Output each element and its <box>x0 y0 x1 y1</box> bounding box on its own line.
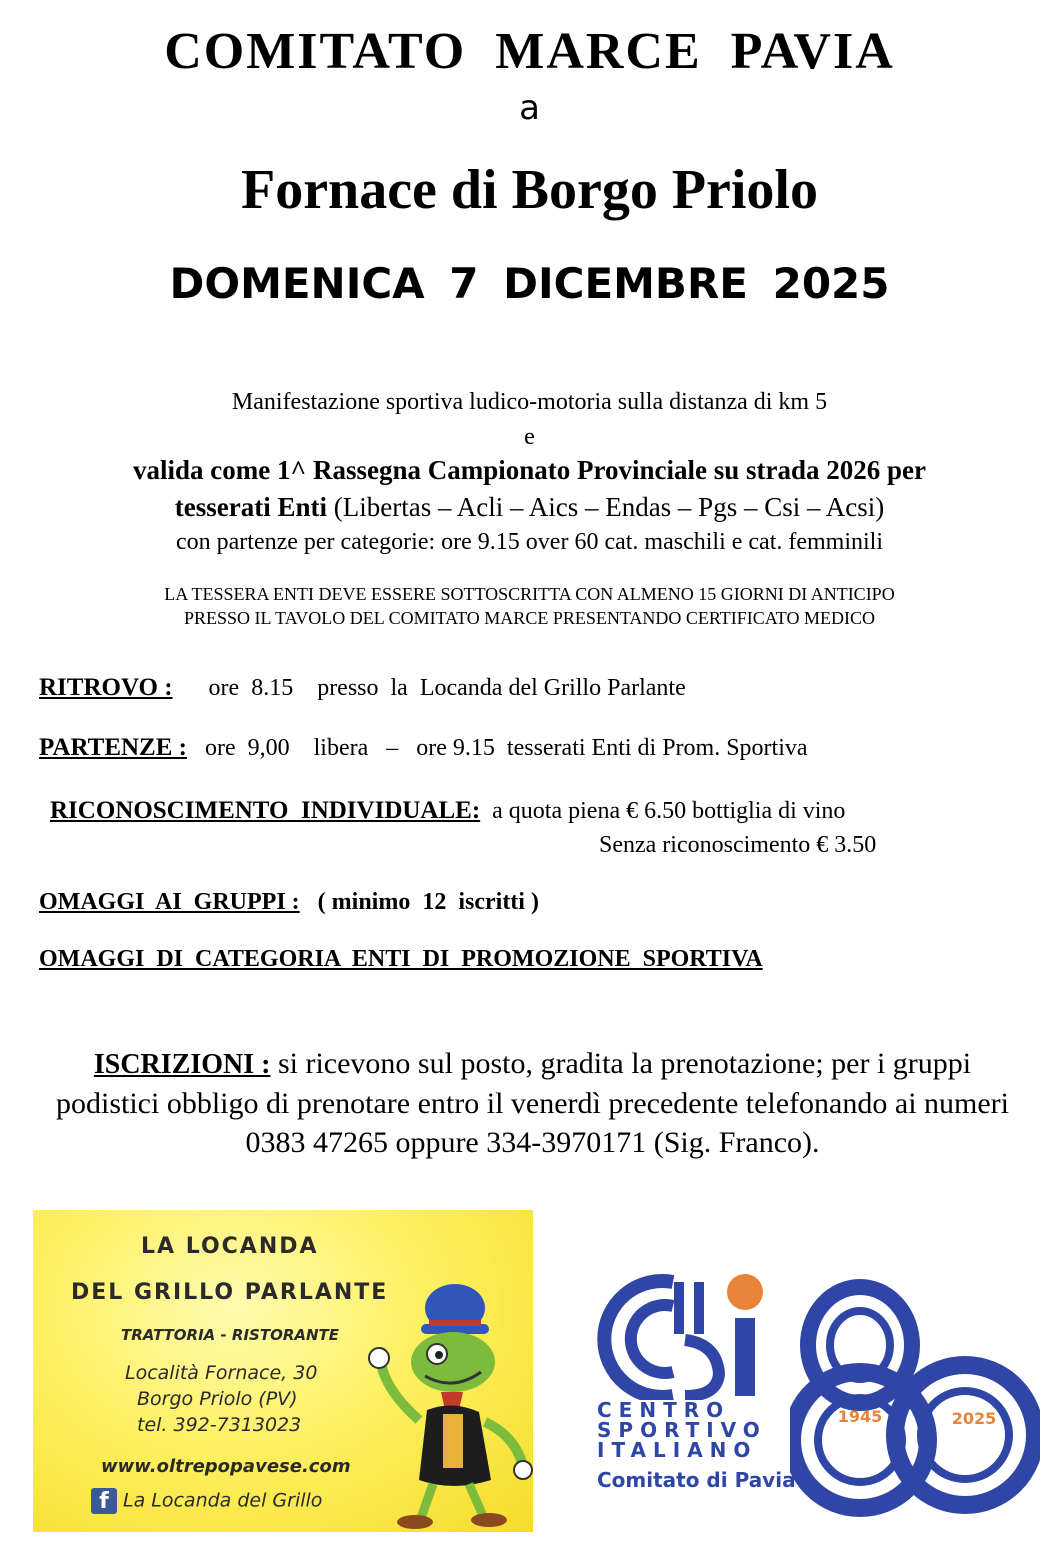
notice-line-2: PRESSO IL TAVOLO DEL COMITATO MARCE PRESENTANDO CERTIFICATO MEDICO <box>184 608 875 628</box>
omaggi-label: OMAGGI AI GRUPPI : <box>39 889 300 915</box>
year-end: 2025 <box>951 1409 997 1428</box>
notice-line-1: LA TESSERA ENTI DEVE ESSERE SOTTOSCRITTA CON ALMENO 15 GIORNI DI ANTICIPO <box>164 584 895 604</box>
intro-line-2: valida come 1^ Rassegna Campionato Provinciale su strada 2026 per <box>133 455 926 485</box>
intro-line-3 <box>0 492 1059 523</box>
csi-logo-icon <box>595 1270 775 1400</box>
card-phone: tel. 392-7313023 <box>137 1414 302 1436</box>
iscrizioni-text: si ricevono sul posto, gradita la prenotazione; per i gruppi podistici obbligo di prenotare entro il venerdì precedente telefonando ai numeri 0383 47265 oppure 334-3970171 (Sig. Franco). <box>56 1047 1009 1159</box>
intro-e: e <box>524 424 535 450</box>
event-date: DOMENICA 7 DICEMBRE 2025 <box>169 259 890 308</box>
partenze-text: ore 9,00 libera – ore 9.15 tesserati Enti di Prom. Sportiva <box>186 735 808 761</box>
card-address-2: Borgo Priolo (PV) <box>137 1388 298 1410</box>
cricket-character-illustration <box>363 1280 533 1530</box>
riconoscimento-row <box>50 797 845 825</box>
locanda-business-card <box>33 1210 533 1532</box>
facebook-icon: f <box>91 1488 117 1514</box>
year-start: 1945 <box>837 1407 883 1426</box>
riconoscimento-text: a quota piena € 6.50 bottiglia di vino <box>480 798 846 824</box>
csi-name <box>597 1400 767 1460</box>
partenze-label: PARTENZE : <box>39 734 187 761</box>
card-website: www.oltrepopavese.com <box>101 1456 351 1477</box>
card-facebook <box>91 1488 322 1514</box>
venue-title: Fornace di Borgo Priolo <box>240 159 818 221</box>
card-address-1: Località Fornace, 30 <box>125 1362 318 1384</box>
omaggi-categoria-row <box>39 946 763 973</box>
intro-entities: (Libertas – Acli – Aics – Endas – Pgs – Csi – Acsi) <box>327 492 885 522</box>
partenze-row <box>39 734 808 762</box>
organizer-title: COMITATO MARCE PAVIA <box>164 23 895 80</box>
card-type: TRATTORIA - RISTORANTE <box>121 1326 340 1344</box>
ritrovo-text: ore 8.15 presso la Locanda del Grillo Parlante <box>172 675 686 701</box>
omaggi-row <box>39 889 539 916</box>
eighty-anniversary-logo <box>790 1270 1040 1520</box>
ritrovo-row <box>39 674 686 702</box>
ritrovo-label: RITROVO : <box>39 674 173 701</box>
csi-line-3: ITALIANO <box>597 1438 758 1462</box>
card-facebook-label: La Locanda del Grillo <box>123 1489 323 1512</box>
omaggi-categoria-label: OMAGGI DI CATEGORIA ENTI DI PROMOZIONE SPORTIVA <box>39 946 763 972</box>
csi-line-2: SPORTIVO <box>597 1418 767 1442</box>
riconoscimento-label: RICONOSCIMENTO INDIVIDUALE: <box>50 797 481 824</box>
csi-line-1: CENTRO <box>597 1398 731 1422</box>
intro-bold: tesserati Enti <box>174 492 327 522</box>
card-name-1: LA LOCANDA <box>141 1234 319 1259</box>
iscrizioni-label: ISCRIZIONI : <box>93 1049 271 1080</box>
card-name-2: DEL GRILLO PARLANTE <box>71 1280 389 1305</box>
intro-line-4: con partenze per categorie: ore 9.15 over 60 cat. maschili e cat. femminili <box>175 529 884 555</box>
riconoscimento-text-2: Senza riconoscimento € 3.50 <box>599 832 877 858</box>
intro-line-1: Manifestazione sportiva ludico-motoria sulla distanza di km 5 <box>231 389 828 415</box>
omaggi-text: ( minimo 12 iscritti ) <box>299 889 539 915</box>
iscrizioni-paragraph <box>40 1044 1025 1162</box>
csi-comitato: Comitato di Pavia <box>597 1468 796 1492</box>
connector-a: a <box>519 88 540 128</box>
